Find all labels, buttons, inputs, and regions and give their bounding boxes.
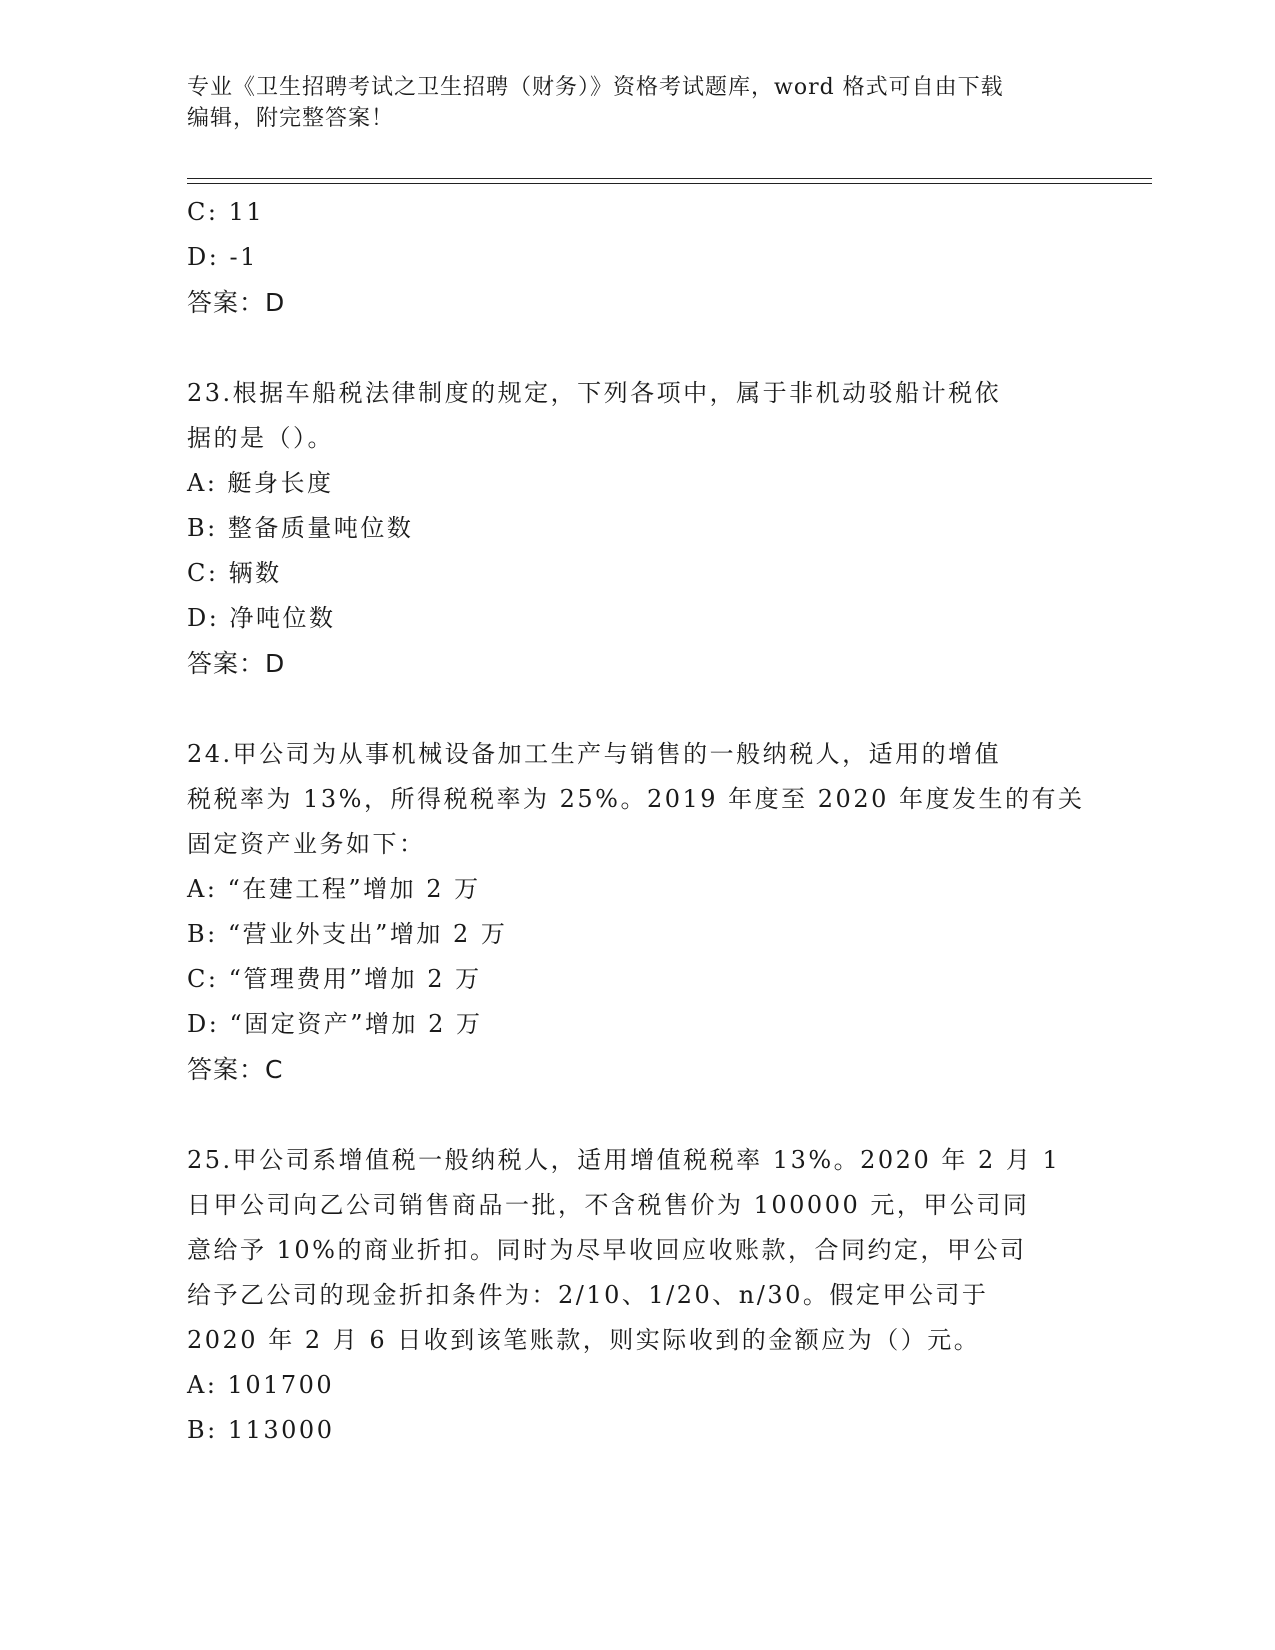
question-text-line: 日甲公司向乙公司销售商品一批，不含税售价为 100000 元，甲公司同 [187, 1191, 1030, 1219]
header-divider-bottom [187, 183, 1152, 184]
option-b: B: 113000 [187, 1416, 335, 1444]
option-b: B: 整备质量吨位数 [187, 514, 414, 542]
question-text-line: 25.甲公司系增值税一般纳税人，适用增值税税率 13%。2020 年 2 月 1 [187, 1146, 1061, 1174]
answer-label: 答案：C [187, 1055, 284, 1084]
option-c: C: “管理费用”增加 2 万 [187, 965, 482, 993]
option-a: A: 艇身长度 [187, 469, 334, 497]
header-line-2: 编辑，附完整答案！ [187, 106, 395, 131]
question-25 [187, 1138, 1087, 1453]
option-d: D: -1 [187, 243, 258, 271]
option-b: B: “营业外支出”增加 2 万 [187, 920, 508, 948]
question-text-line: 意给予 10%的商业折扣。同时为尽早收回应收账款，合同约定，甲公司 [187, 1236, 1027, 1264]
question-text-line: 据的是（）。 [187, 424, 334, 452]
question-content [187, 190, 1087, 1453]
option-d: D: “固定资产”增加 2 万 [187, 1010, 483, 1038]
option-c: C: 11 [187, 198, 265, 226]
option-c: C: 辆数 [187, 559, 282, 587]
option-a: A: “在建工程”增加 2 万 [187, 875, 481, 903]
document-header [187, 72, 1067, 134]
question-24 [187, 732, 1087, 1092]
question-23 [187, 371, 1087, 686]
spacer [187, 1092, 1087, 1138]
header-line-1: 专业《卫生招聘考试之卫生招聘（财务）》资格考试题库，word 格式可自由下载 [187, 75, 1004, 100]
spacer [187, 686, 1087, 732]
answer-label: 答案：D [187, 288, 286, 317]
spacer [187, 325, 1087, 371]
option-d: D: 净吨位数 [187, 604, 336, 632]
question-text-line: 2020 年 2 月 6 日收到该笔账款，则实际收到的金额应为（）元。 [187, 1326, 981, 1354]
answer-label: 答案：D [187, 649, 286, 678]
question-text-line: 23.根据车船税法律制度的规定，下列各项中，属于非机动驳船计税依 [187, 379, 1002, 407]
question-text-line: 税税率为 13%，所得税税率为 25%。2019 年度至 2020 年度发生的有关 [187, 785, 1085, 813]
question-text-line: 固定资产业务如下： [187, 830, 426, 858]
prev-question [187, 190, 1087, 325]
header-divider-top [187, 178, 1152, 179]
question-text-line: 24.甲公司为从事机械设备加工生产与销售的一般纳税人，适用的增值 [187, 740, 1002, 768]
option-a: A: 101700 [187, 1371, 335, 1399]
question-text-line: 给予乙公司的现金折扣条件为：2/10、1/20、n/30。假定甲公司于 [187, 1281, 989, 1309]
